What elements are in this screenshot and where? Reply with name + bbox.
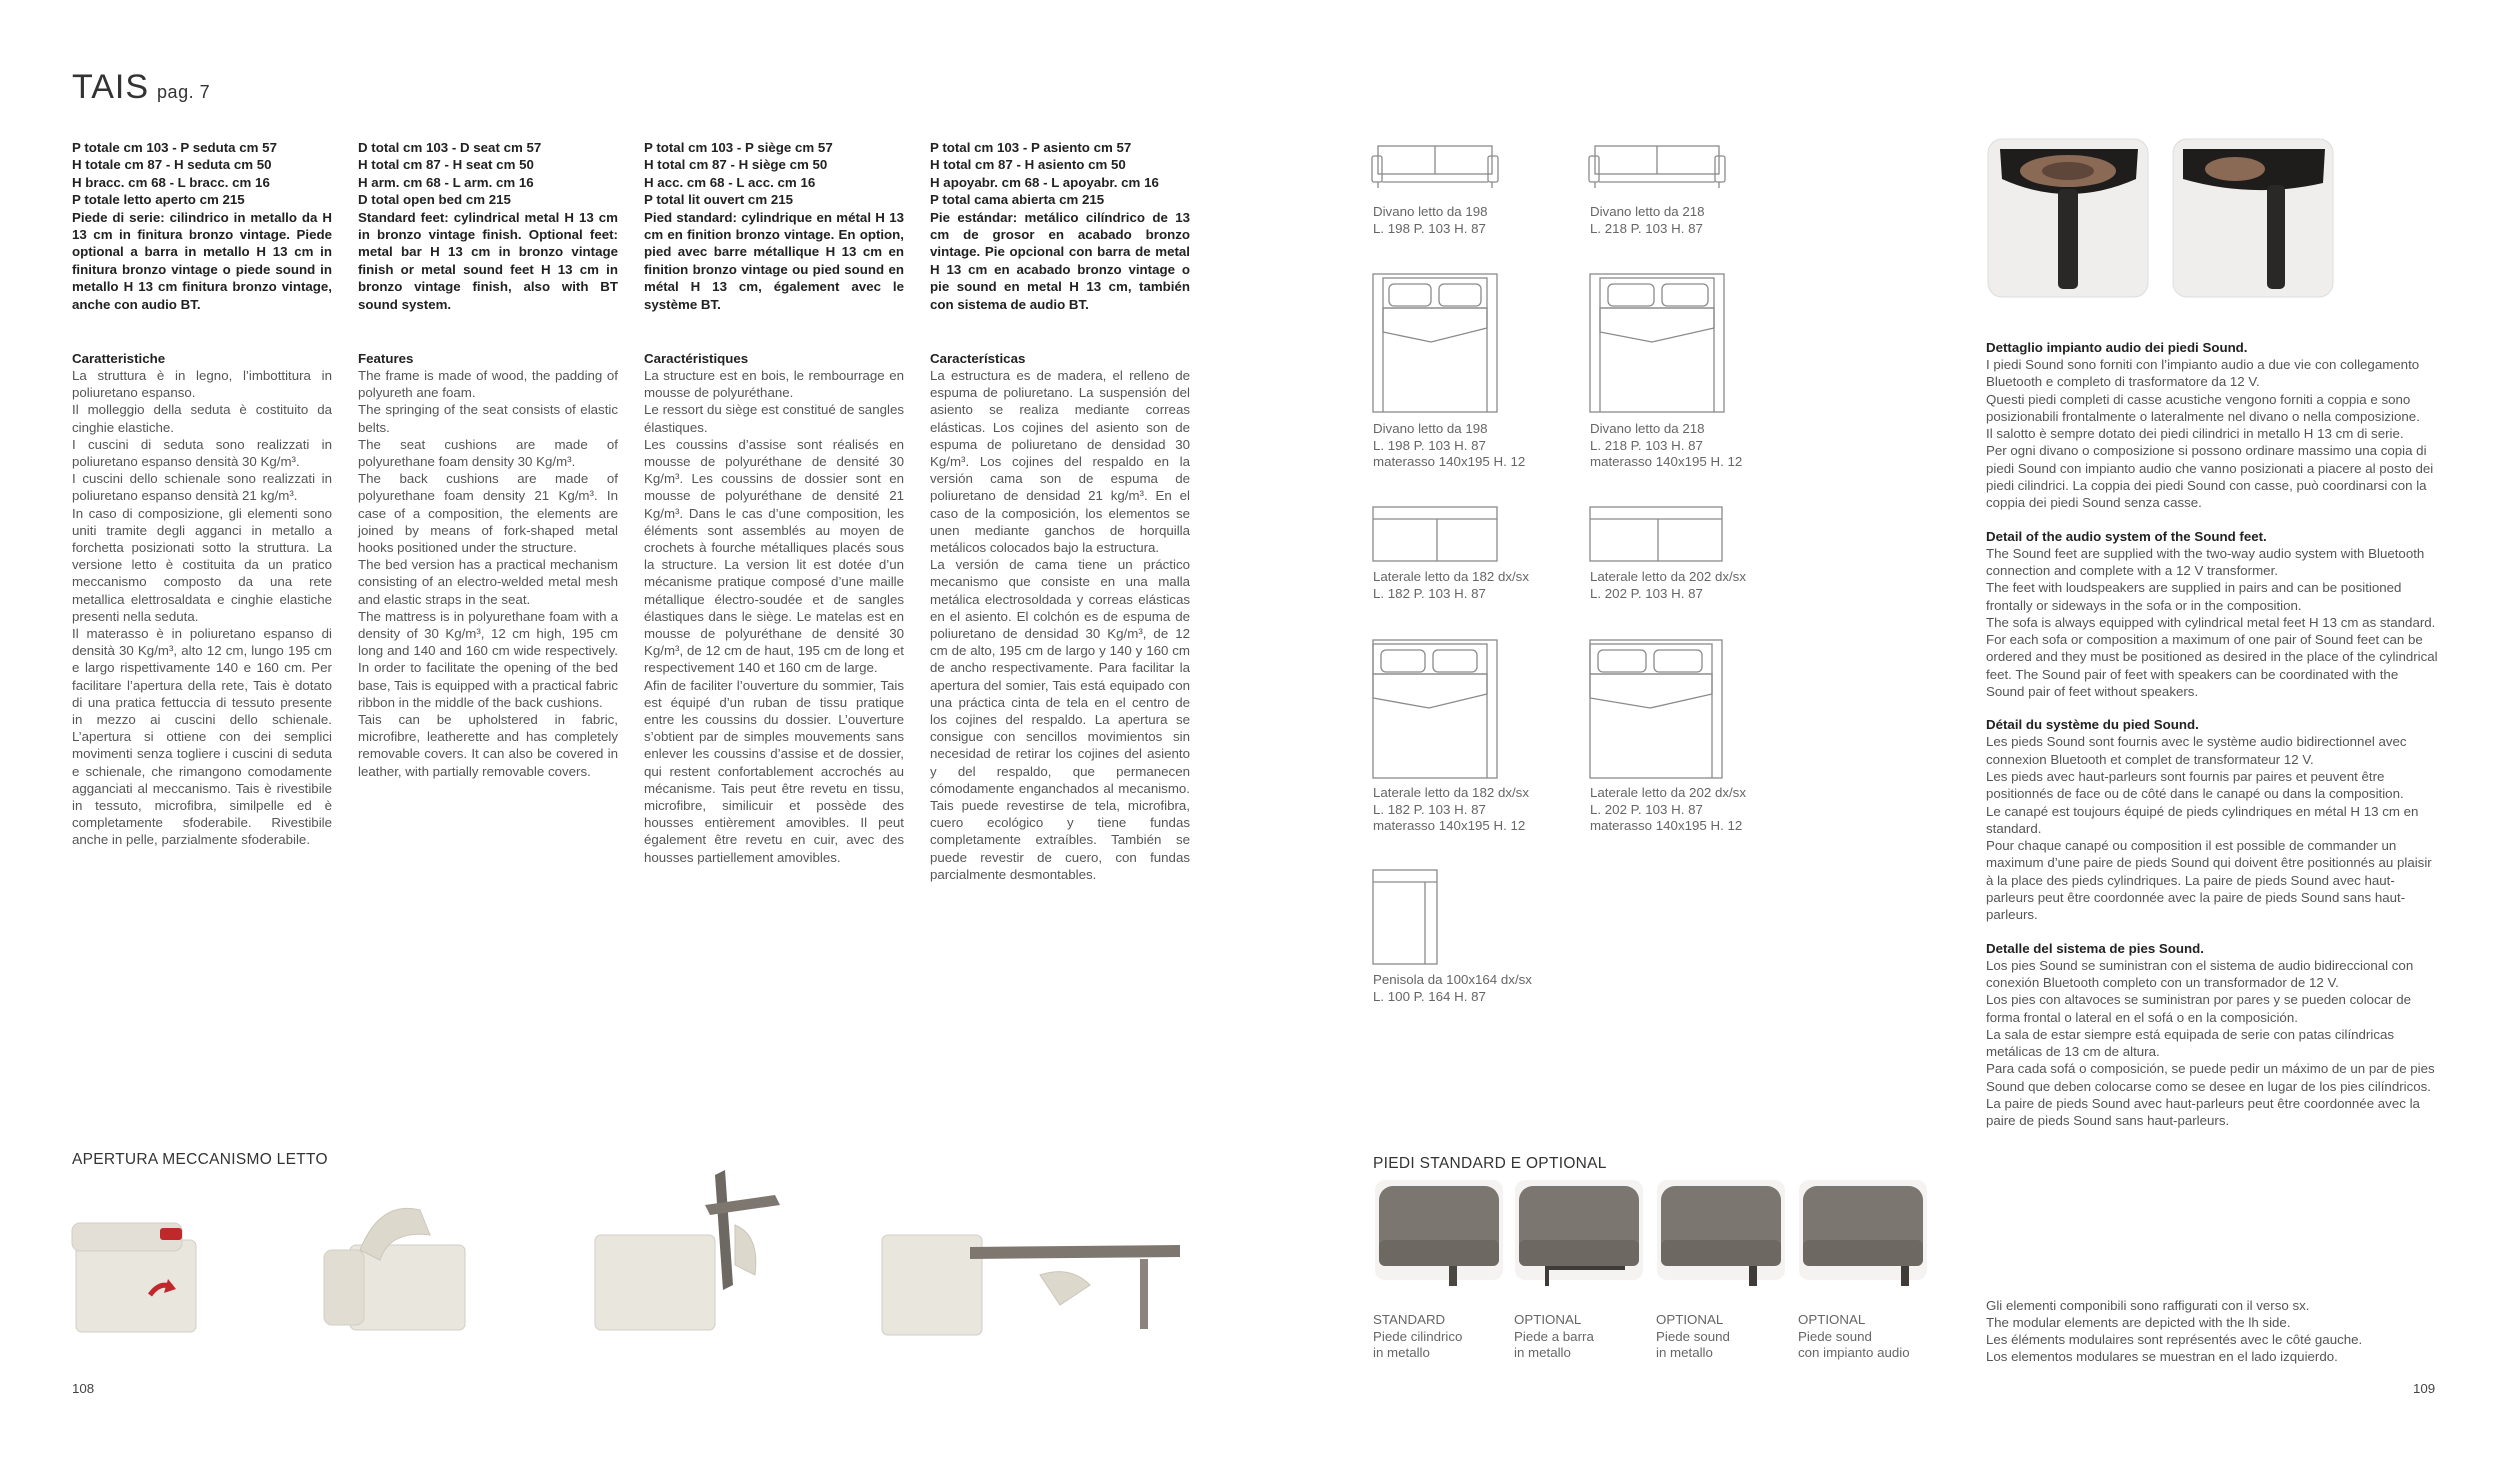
caption-divano-218-bed: Divano letto da 218 L. 218 P. 103 H. 87 materasso 140x195 H. 12 (1590, 421, 1743, 469)
audio-section (1986, 339, 2438, 1130)
foot-label-sound: OPTIONAL Piede sound in metallo (1656, 1312, 1730, 1360)
caption-divano-218: Divano letto da 218 L. 218 P. 103 H. 87 (1590, 204, 1705, 236)
drawing-divano-218-open (1588, 272, 1728, 417)
mechanism-step-4 (880, 1225, 1190, 1340)
spec-block: D total cm 103 - D seat cm 57 H total cm 87 - H seat cm 50 H arm. cm 68 - L arm. cm 16 D total open bed cm 215 Standard feet: cylindrical metal H 13 cm in bronzo vintage finish. Optional feet: metal bar H 13 cm in bronzo vintage finish or metal sound feet H 13 cm in bronzo vintage finish, also with BT sound system. (358, 140, 618, 312)
page-number-left: 108 (72, 1381, 95, 1396)
caption-laterale-182: Laterale letto da 182 dx/sx L. 182 P. 103 H. 87 (1373, 569, 1529, 601)
caption-laterale-202: Laterale letto da 202 dx/sx L. 202 P. 103 H. 87 (1590, 569, 1746, 601)
drawing-divano-218-front (1587, 142, 1727, 202)
modular-note: Gli elementi componibili sono raffigurati con il verso sx. The modular elements are depicted with the lh side. Les éléments modulaires sont représentés avec le côté gauche. Los elementos modulares se muestran en el lado izquierdo. (1986, 1298, 2363, 1364)
audio-text-en: The Sound feet are supplied with the two-way audio system with Bluetooth connection and complete with a 12 V transformer. The feet with loudspeakers are supplied in pairs and can be positioned frontally or sideways in the sofa or in the composition. The sofa is always equipped with cylindrical metal feet H 13 cm as standard. For each sofa or composition a maximum of one pair of Sound feet can be ordered and they must be positioned as desired in the place of the cylindrical feet. The Sound pair of feet with speakers can be coordinated with the Sound pair of feet without speakers. (1986, 545, 2438, 700)
drawing-laterale-202 (1588, 505, 1728, 565)
caption-divano-198: Divano letto da 198 L. 198 P. 103 H. 87 (1373, 204, 1488, 236)
features-heading: Características (930, 351, 1026, 366)
audio-text-fr: Les pieds Sound sont fournis avec le système audio bidirectionnel avec connexion Bluetooth et complet de transformateur 12 V. Les pieds avec haut-parleurs sont fournis par paires et peuvent être positionnés de face ou de côté dans le canapé ou dans la composition. Le canapé est toujours équipé de pieds cylindriques en métal H 13 cm en standard. Pour chaque canapé ou composition il est possible de commander un maximum d’une paire de pieds Sound qui doivent être positionnés au plaisir à la place des pieds cylindriques. La paire de pieds Sound avec haut-parleurs peut être coordonnée avec la paire de pieds Sound sans haut-parleurs. (1986, 734, 2432, 923)
page-ref: pag. 7 (157, 82, 211, 102)
audio-foot-photo-side (2173, 139, 2335, 299)
foot-label-sound-audio: OPTIONAL Piede sound con impianto audio (1798, 1312, 1910, 1360)
feet-heading: PIEDI STANDARD E OPTIONAL (1373, 1155, 1607, 1172)
spec-block: P total cm 103 - P asiento cm 57 H total cm 87 - H asiento cm 50 H apoyabr. cm 68 - L apoyabr. cm 16 P total cama abierta cm 215 Pie estándar: metálico cilíndrico de 13 cm de grosor en acabado bronzo vintage. Pie opcional con barra de metal H 13 cm en acabado bronzo vintage o pie sound en metal H 13 cm, también con sistema de audio BT. (930, 140, 1190, 312)
foot-photo-standard (1375, 1180, 1503, 1300)
drawing-divano-198-front (1370, 142, 1500, 202)
spec-block: P total cm 103 - P siège cm 57 H total cm 87 - H siège cm 50 H acc. cm 68 - L acc. cm 16 P total lit ouvert cm 215 Pied standard: cylindrique en métal H 13 cm en finition bronzo vintage. En option, pied avec barre métallique H 13 cm en finition bronzo vintage ou pied sound en métal H 13 cm, également avec le système BT. (644, 140, 904, 312)
drawing-penisola (1371, 868, 1441, 968)
column-spanish-features (930, 350, 1190, 883)
features-heading: Caratteristiche (72, 351, 166, 366)
foot-label-standard: STANDARD Piede cilindrico in metallo (1373, 1312, 1463, 1360)
features-text: La structure est en bois, le rembourrage en mousse de polyuréthane. Le ressort du siège est constitué de sangles élastiques. Les coussins d’assise sont réalisés en mousse de polyuréthane de densité 30 Kg/m³. Les coussins de dossier sont en mousse de polyuréthane de densité 21 Kg/m³. Dans le cas d’une composition, les éléments sont assemblés au moyen de crochets à fourche métalliques placés sous la structure. La version lit est dotée d’un mécanisme pratique composé d’une maille métallique électro-soudée et de sangles élastiques dans le siège. Le matelas est en mousse de polyuréthane de densité 30 Kg/m³, de 12 cm de haut, 195 cm de long et respectivement 140 et 160 cm de large. Afin de faciliter l’ouverture du sommier, Tais est équipé d’un ruban de tissu pratique entre les coussins du dossier. L’ouverture s’obtient par de simples mouvements sans enlever les coussins d’assise et de dossier, qui restent confortablement accrochés au mécanisme. Tais peut être revetu en tissu, microfibre, similicuir et possède des housses entièrement amovibles. Il peut également être revetu en cuir, avec des housses partiellement amovibles. (644, 368, 904, 865)
caption-divano-198-bed: Divano letto da 198 L. 198 P. 103 H. 87 materasso 140x195 H. 12 (1373, 421, 1526, 469)
page-title (72, 68, 210, 107)
column-french-features (644, 350, 904, 866)
features-text: La struttura è in legno, l’imbottitura in poliuretano espanso. Il molleggio della seduta è costituito da cinghie elastiche. I cuscini di seduta sono realizzati in poliuretano espanso densità 30 Kg/m³. I cuscini dello schienale sono realizzati in poliuretano espanso densità 21 kg/m³. In caso di composizione, gli elementi sono uniti tramite degli agganci in metallo a forchetta posizionati sotto la struttura. La versione letto è costituita da un pratico meccanismo composto da una rete metallica elettrosaldata e cinghie elastiche presenti nella seduta. Il materasso è in poliuretano espanso di densità 30 Kg/m³, alto 12 cm, lungo 195 cm e largo rispettivamente 140 e 160 cm. Per facilitare l’apertura della rete, Tais è dotato di una pratica fettuccia di tessuto presente in mezzo ai cuscini dello schienale. L’apertura si ottiene con dei semplici movimenti senza togliere i cuscini di seduta e schienale, che rimangono comodamente agganciati al meccanismo. Tais è rivestibile in tessuto, microfibra, similpelle ed è completamente sfoderabile. Rivestibile anche in pelle, parzialmente sfoderabile. (72, 368, 332, 848)
audio-text-it: I piedi Sound sono forniti con l’impianto audio a due vie con collegamento Bluetooth e completo di trasformatore da 12 V. Questi piedi completi di casse acustiche vengono forniti a coppia e sono posizionabili frontalmente o lateralmente nel divano o nella composizione. Il salotto è sempre dotato dei piedi cilindrici in metallo H 13 cm di serie. Per ogni divano o composizione si possono ordinare massimo una copia di piedi Sound con impianto audio che vanno posizionati a piacere al posto dei piedi cilindrici. La coppia dei piedi Sound con casse, può coordinarsi con la coppia dei piedi Sound senza casse. (1986, 357, 2434, 511)
audio-foot-photo-front (1988, 139, 2150, 299)
drawing-laterale-182 (1371, 505, 1501, 565)
column-english (358, 139, 618, 313)
product-name: TAIS (72, 68, 150, 106)
features-text: The frame is made of wood, the padding of polyureth ane foam. The springing of the seat consists of elastic belts. The seat cushions are made of polyurethane foam density 30 Kg/m³. The back cushions are made of polyurethane foam density 21 Kg/m³. In case of a composition, the elements are joined by means of fork-shaped metal hooks positioned under the structure. The bed version has a practical mechanism consisting of an electro-welded metal mesh and elastic straps in the seat. The mattress is in polyurethane foam with a density of 30 Kg/m³, 12 cm high, 195 cm long and 140 and 160 cm wide respectively. In order to facilitate the opening of the bed base, Tais is equipped with a practical fabric ribbon in the middle of the back cushions. Tais can be upholstered in fabric, microfibre, leatherette and has completely removable covers. It can also be covered in leather, with partially removable covers. (358, 368, 618, 779)
drawing-laterale-202-open (1588, 638, 1728, 783)
drawing-laterale-182-open (1371, 638, 1501, 783)
audio-heading-it: Dettaglio impianto audio dei piedi Sound. (1986, 340, 2248, 355)
mechanism-heading: APERTURA MECCANISMO LETTO (72, 1151, 328, 1168)
foot-photo-bar (1515, 1180, 1643, 1300)
audio-heading-en: Detail of the audio system of the Sound feet. (1986, 528, 2267, 544)
mechanism-step-3 (585, 1165, 795, 1340)
column-italian (72, 139, 332, 313)
caption-laterale-202-bed: Laterale letto da 202 dx/sx L. 202 P. 103 H. 87 materasso 140x195 H. 12 (1590, 785, 1746, 833)
caption-laterale-182-bed: Laterale letto da 182 dx/sx L. 182 P. 103 H. 87 materasso 140x195 H. 12 (1373, 785, 1529, 833)
caption-penisola: Penisola da 100x164 dx/sx L. 100 P. 164 H. 87 (1373, 972, 1532, 1004)
column-english-features (358, 350, 618, 780)
audio-heading-es: Detalle del sistema de pies Sound. (1986, 940, 2204, 956)
page-number-right: 109 (2413, 1381, 2436, 1396)
spec-block: P totale cm 103 - P seduta cm 57 H totale cm 87 - H seduta cm 50 H bracc. cm 68 - L bracc. cm 16 P totale letto aperto cm 215 Piede di serie: cilindrico in metallo da H 13 cm in finitura bronzo vintage. Piede optional a barra in metallo H 13 cm in finitura bronzo vintage o piede sound in metallo H 13 cm finitura bronzo vintage, anche con audio BT. (72, 140, 332, 312)
features-heading: Caractéristiques (644, 351, 749, 366)
features-text: La estructura es de madera, el relleno de espuma de poliuretano. La suspensión del asiento se realiza mediante correas elásticas. Los cojines del asiento son de espuma de poliuretano de densidad 30 Kg/m³. Los cojines del respaldo en la versión cama son de espuma de poliuretano de densidad 21 kg/m³. En el caso de la composición, los elementos se unen mediante ganchos de horquilla metálicos colocados bajo la estructura. La versión de cama tiene un práctico mecanismo que consiste en una malla metálica electrosoldada y correas elásticas en el asiento. El colchón es de espuma de poliuretano de densidad 30 Kg/m³, de 12 cm de alto, 195 cm de largo y 140 y 160 cm de ancho respectivamente. Para facilitar la apertura del somier, Tais está equipado con una práctica cinta de tela en el centro de los cojines del respaldo. La apertura se consigue con sencillos movimientos sin necesidad de retirar los cojines del asiento y del respaldo, que permanecen cómodamente enganchados al mecanismo. Tais puede revestirse de tela, microfibra, cuero ecológico y tiene fundas completamente extraíbles. También se puede revestir de cuero, con fundas parcialmente desmontables. (930, 368, 1190, 882)
column-spanish (930, 139, 1190, 313)
mechanism-step-2 (320, 1190, 470, 1340)
audio-text-es: Los pies Sound se suministran con el sistema de audio bidireccional con conexión Bluetooth completo con un transformador de 12 V. Los pies con altavoces se suministran por pares y se pueden colocar de forma frontal o lateral en el sofá o en la composición. La sala de estar siempre está equipada de serie con patas cilíndricas metálicas de 13 cm de altura. Para cada sofá o composición, se puede pedir un máximo de un par de pies Sound que deben colocarse como se desee en lugar de los pies cilíndricos. La paire de pieds Sound avec haut-parleurs peut être coordonnée avec la paire de pieds Sound sans haut-parleurs. (1986, 957, 2435, 1129)
foot-label-bar: OPTIONAL Piede a barra in metallo (1514, 1312, 1594, 1360)
foot-photo-sound-audio (1799, 1180, 1927, 1300)
features-heading: Features (358, 351, 414, 366)
drawing-divano-198-open (1371, 272, 1501, 417)
column-italian-features (72, 350, 332, 849)
foot-photo-sound (1657, 1180, 1785, 1300)
column-french (644, 139, 904, 313)
mechanism-step-1 (72, 1195, 202, 1345)
audio-heading-fr: Détail du système du pied Sound. (1986, 717, 2199, 733)
